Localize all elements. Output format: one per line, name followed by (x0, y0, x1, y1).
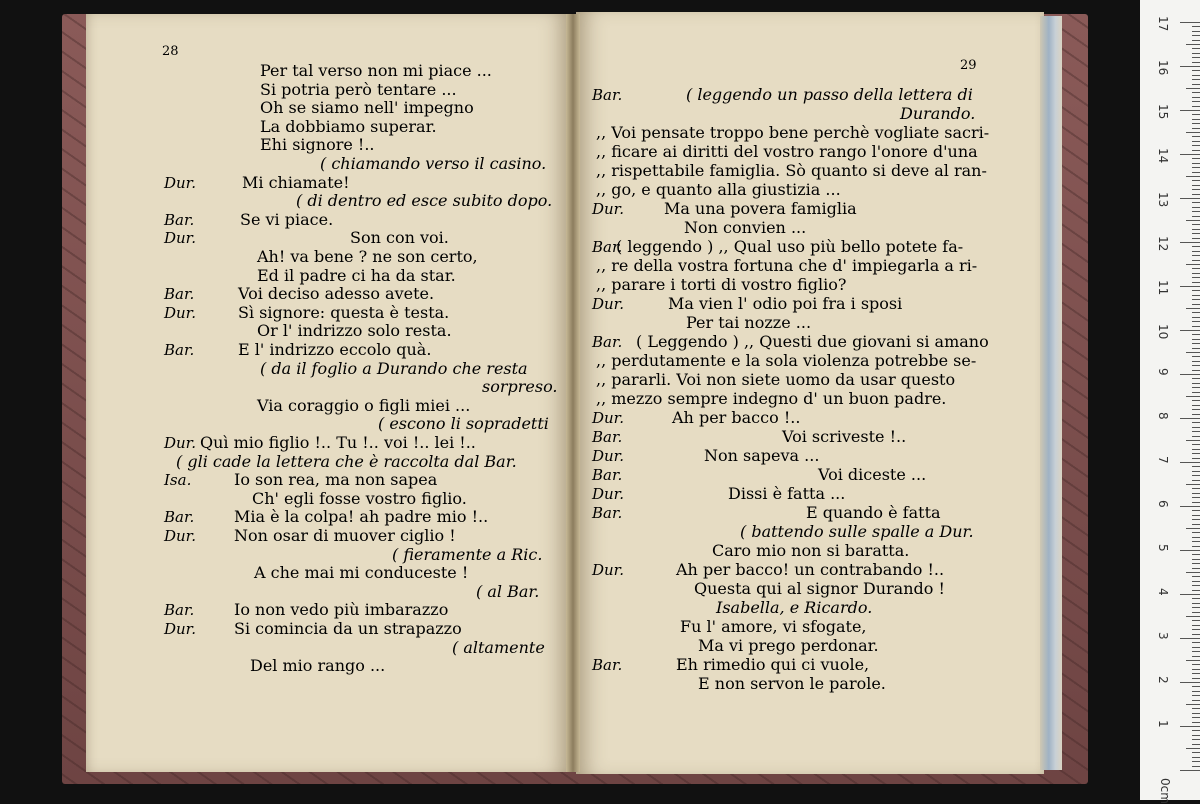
ruler-tick (1192, 554, 1200, 555)
ruler-tick (1192, 392, 1200, 393)
speaker-label: Bar. (164, 341, 195, 359)
ruler-tick (1192, 541, 1200, 542)
stage-direction: sorpreso. (482, 377, 558, 397)
ruler-label: 17 (1156, 16, 1170, 32)
ruler-label: 9 (1156, 368, 1170, 376)
ruler-tick (1192, 466, 1200, 467)
speaker-label: Bar. (592, 504, 623, 522)
text-line: Via coraggio o figli miei ... (257, 395, 471, 415)
text-line: Son con voi. (350, 228, 449, 248)
ruler-tick (1192, 471, 1200, 472)
ruler-tick (1180, 550, 1200, 551)
ruler-tick (1192, 238, 1200, 239)
ruler-label: 14 (1156, 148, 1170, 164)
speaker-label: Dur. (164, 434, 196, 452)
ruler-tick (1192, 260, 1200, 261)
ruler-tick (1186, 616, 1200, 617)
ruler-tick (1192, 497, 1200, 498)
ruler-tick (1192, 365, 1200, 366)
ruler-tick (1192, 273, 1200, 274)
speaker-label: Bar. (592, 238, 623, 256)
ruler-tick (1186, 572, 1200, 573)
ruler-tick (1192, 119, 1200, 120)
ruler-tick (1192, 79, 1200, 80)
ruler-tick (1192, 48, 1200, 49)
ruler-tick (1192, 211, 1200, 212)
ruler-tick (1192, 312, 1200, 313)
speaker-label: Dur. (164, 229, 196, 248)
ruler-tick (1192, 123, 1200, 124)
text-line: Si comincia da un strapazzo (234, 619, 462, 638)
ruler-tick (1192, 532, 1200, 533)
ruler-tick (1180, 242, 1200, 243)
ruler-tick (1192, 290, 1200, 291)
ruler-label: 13 (1156, 192, 1170, 208)
speaker-label: Dur. (592, 447, 624, 465)
ruler-tick (1192, 669, 1200, 670)
text-line: Del mio rango ... (250, 656, 386, 676)
ruler-tick (1192, 488, 1200, 489)
speaker-label: Isa. (164, 471, 192, 490)
ruler-tick (1192, 378, 1200, 379)
ruler-tick (1192, 761, 1200, 762)
text-line: ,, go, e quanto alla giustizia ... (596, 180, 841, 199)
text-line: Ma vien l' odio poi fra i sposi (668, 294, 903, 313)
ruler-tick (1192, 84, 1200, 85)
ruler-tick (1180, 506, 1200, 507)
ruler-tick (1186, 660, 1200, 661)
ruler-tick (1192, 233, 1200, 234)
ruler-tick (1192, 612, 1200, 613)
text-line: Io son rea, ma non sapea (234, 470, 438, 490)
ruler-tick (1192, 678, 1200, 679)
ruler-tick (1192, 502, 1200, 503)
ruler-tick (1192, 295, 1200, 296)
ruler-tick (1192, 695, 1200, 696)
text-line: Voi scriveste !.. (782, 427, 907, 446)
ruler-label: 11 (1156, 280, 1170, 296)
ruler-tick (1186, 44, 1200, 45)
ruler-tick (1192, 752, 1200, 753)
ruler-tick (1192, 598, 1200, 599)
ruler-tick (1192, 519, 1200, 520)
speaker-label: Bar. (592, 333, 623, 351)
ruler-tick (1192, 343, 1200, 344)
stage-direction: ( di dentro ed esce subito dopo. (296, 191, 553, 211)
ruler-tick (1192, 75, 1200, 76)
text-line: ,, ficare ai diritti del vostro rango l'onore d'una (596, 142, 978, 161)
ruler-tick (1180, 330, 1200, 331)
ruler-tick (1192, 62, 1200, 63)
speaker-label: Bar. (592, 86, 623, 104)
ruler-tick (1192, 189, 1200, 190)
ruler-tick (1192, 537, 1200, 538)
ruler-tick (1186, 484, 1200, 485)
text-line: Sì signore: questa è testa. (238, 302, 450, 322)
text-line: Ch' egli fosse vostro figlio. (252, 488, 467, 508)
ruler-label: 7 (1156, 456, 1170, 464)
ruler-tick (1186, 176, 1200, 177)
ruler-tick (1192, 136, 1200, 137)
ruler-tick (1192, 708, 1200, 709)
ruler-tick (1192, 744, 1200, 745)
text-line: Mia è la colpa! ah padre mio !.. (234, 507, 489, 527)
text-line: Ah! va bene ? ne son certo, (257, 247, 478, 266)
speaker-label: Bar. (164, 508, 195, 527)
ruler-tick (1192, 603, 1200, 604)
ruler-label: 1 (1156, 720, 1170, 728)
ruler-tick (1192, 493, 1200, 494)
ruler-tick (1192, 409, 1200, 410)
ruler-tick (1186, 308, 1200, 309)
ruler-tick (1180, 770, 1200, 771)
speaker-label: Dur. (164, 620, 196, 638)
text-line: Or l' indrizzo solo resta. (257, 321, 452, 341)
ruler-tick (1192, 647, 1200, 648)
text-line: Ah per bacco !.. (672, 408, 801, 427)
ruler-tick (1192, 590, 1200, 591)
ruler-tick (1186, 132, 1200, 133)
speaker-label: Bar. (592, 428, 623, 446)
ruler-tick (1192, 317, 1200, 318)
text-line: ,, mezzo sempre indegno d' un buon padre. (596, 389, 947, 408)
ruler-tick (1192, 356, 1200, 357)
ruler-tick (1192, 585, 1200, 586)
ruler-tick (1192, 563, 1200, 564)
ruler-tick (1180, 726, 1200, 727)
ruler-tick (1192, 642, 1200, 643)
ruler-tick (1186, 220, 1200, 221)
stage-direction: ( fieramente a Ric. (392, 544, 543, 564)
text-line: E quando è fatta (806, 503, 941, 522)
ruler-tick (1192, 185, 1200, 186)
ruler-tick (1192, 145, 1200, 146)
text-line: Ah per bacco! un contrabando !.. (676, 560, 945, 579)
ruler-tick (1192, 629, 1200, 630)
ruler-unit: 0cm (1158, 778, 1172, 804)
ruler-tick (1180, 66, 1200, 67)
ruler-tick (1192, 625, 1200, 626)
ruler-tick (1192, 686, 1200, 687)
ruler-tick (1192, 326, 1200, 327)
stage-direction: ( da il foglio a Durando che resta (260, 358, 528, 378)
ruler-tick (1192, 53, 1200, 54)
ruler-tick (1192, 757, 1200, 758)
ruler-tick (1192, 510, 1200, 511)
ruler-tick (1180, 462, 1200, 463)
ruler-tick (1192, 92, 1200, 93)
ruler-tick (1180, 682, 1200, 683)
book-gutter (566, 14, 580, 772)
ruler-tick (1192, 431, 1200, 432)
ruler-tick (1192, 334, 1200, 335)
ruler-tick (1192, 348, 1200, 349)
speaker-label: Bar. (164, 601, 195, 620)
ruler-tick (1192, 480, 1200, 481)
ruler-tick (1192, 717, 1200, 718)
ruler-tick (1192, 383, 1200, 384)
ruler-tick (1192, 414, 1200, 415)
ruler-tick (1192, 202, 1200, 203)
text-line: ( leggendo ) ,, Qual uso più bello potete fa- (616, 237, 964, 256)
speaker-label: Bar. (592, 466, 623, 484)
ruler-tick (1192, 427, 1200, 428)
ruler-tick (1192, 400, 1200, 401)
left-page-number: 28 (162, 44, 179, 59)
text-line: Quì mio figlio !.. Tu !.. voi !.. lei !.. (200, 433, 476, 452)
ruler-tick (1192, 101, 1200, 102)
ruler-label: 8 (1156, 412, 1170, 420)
ruler-tick (1192, 339, 1200, 340)
ruler-tick (1192, 722, 1200, 723)
ruler-tick (1192, 40, 1200, 41)
ruler-tick (1192, 216, 1200, 217)
ruler-label: 3 (1156, 632, 1170, 640)
ruler-tick (1192, 128, 1200, 129)
ruler-label: 10 (1156, 324, 1170, 340)
speaker-label: Dur. (592, 485, 624, 503)
ruler-tick (1192, 576, 1200, 577)
ruler-tick (1186, 440, 1200, 441)
ruler-tick (1192, 255, 1200, 256)
ruler-label: 16 (1156, 60, 1170, 76)
text-line: Non convien ... (684, 218, 807, 237)
text-line: Voi deciso adesso avete. (238, 284, 435, 304)
measurement-ruler (1140, 0, 1200, 804)
ruler-tick (1186, 396, 1200, 397)
ruler-tick (1192, 546, 1200, 547)
text-line: Se vi piace. (240, 209, 334, 229)
ruler-tick (1186, 528, 1200, 529)
ruler-tick (1180, 286, 1200, 287)
ruler-tick (1192, 739, 1200, 740)
text-line: ( Leggendo ) ,, Questi due giovani si amano (636, 332, 989, 351)
ruler-tick (1192, 700, 1200, 701)
text-line: Fu l' amore, vi sfogate, (680, 617, 867, 636)
ruler-tick (1192, 167, 1200, 168)
ruler-tick (1192, 651, 1200, 652)
ruler-tick (1192, 735, 1200, 736)
stage-direction: ( battendo sulle spalle a Dur. (740, 522, 974, 541)
stage-direction: Isabella, e Ricardo. (716, 598, 873, 617)
ruler-tick (1192, 568, 1200, 569)
ruler-tick (1192, 180, 1200, 181)
text-line: Ed il padre ci ha da star. (257, 265, 456, 285)
ruler-tick (1192, 387, 1200, 388)
speaker-label: Dur. (164, 173, 196, 192)
ruler-tick (1192, 370, 1200, 371)
ruler-tick (1192, 766, 1200, 767)
text-line: E l' indrizzo eccolo quà. (238, 340, 432, 359)
stage-direction: ( leggendo un passo della lettera di (686, 85, 973, 104)
speaker-label: Dur. (592, 561, 624, 579)
ruler-label: 2 (1156, 676, 1170, 684)
ruler-tick (1192, 607, 1200, 608)
ruler-tick (1192, 172, 1200, 173)
ruler-tick (1192, 444, 1200, 445)
speaker-label: Dur. (164, 527, 196, 545)
ruler-tick (1192, 251, 1200, 252)
text-line: Dissi è fatta ... (728, 484, 846, 503)
ruler-label: 15 (1156, 104, 1170, 120)
text-line: A che mai mi conduceste ! (254, 563, 469, 583)
text-line: Mi chiamate! (242, 172, 350, 192)
stage-direction: ( al Bar. (476, 581, 540, 601)
ruler-tick (1192, 422, 1200, 423)
ruler-tick (1192, 35, 1200, 36)
ruler-tick (1186, 88, 1200, 89)
ruler-tick (1180, 374, 1200, 375)
text-line: Oh se siamo nell' impegno (260, 98, 474, 118)
text-line: Caro mio non si baratta. (712, 541, 910, 560)
right-page-number: 29 (960, 58, 977, 73)
ruler-tick (1192, 559, 1200, 560)
ruler-tick (1192, 106, 1200, 107)
speaker-label: Dur. (164, 303, 196, 322)
ruler-tick (1192, 620, 1200, 621)
ruler-tick (1192, 656, 1200, 657)
ruler-tick (1180, 638, 1200, 639)
ruler-tick (1192, 475, 1200, 476)
ruler-tick (1192, 458, 1200, 459)
text-line: ,, Voi pensate troppo bene perchè vogliate sacri- (596, 123, 990, 142)
ruler-tick (1192, 361, 1200, 362)
ruler-tick (1192, 277, 1200, 278)
ruler-tick (1192, 304, 1200, 305)
ruler-tick (1180, 594, 1200, 595)
ruler-tick (1192, 158, 1200, 159)
text-line: Questa qui al signor Durando ! (694, 579, 945, 598)
text-line: Si potria però tentare ... (260, 79, 457, 99)
ruler-tick (1192, 194, 1200, 195)
ruler-tick (1192, 224, 1200, 225)
ruler-tick (1192, 436, 1200, 437)
ruler-tick (1192, 405, 1200, 406)
ruler-tick (1192, 163, 1200, 164)
stage-direction: ( chiamando verso il casino. (320, 154, 547, 173)
ruler-tick (1180, 110, 1200, 111)
speaker-label: Dur. (592, 200, 624, 218)
ruler-tick (1192, 141, 1200, 142)
speaker-label: Bar. (164, 210, 195, 229)
ruler-tick (1180, 154, 1200, 155)
text-line: ,, pararli. Voi non siete uomo da usar questo (596, 370, 956, 389)
ruler-tick (1192, 31, 1200, 32)
speaker-label: Dur. (592, 295, 624, 313)
ruler-tick (1180, 198, 1200, 199)
ruler-tick (1186, 352, 1200, 353)
ruler-tick (1192, 207, 1200, 208)
text-line: Ehi signore !.. (260, 135, 375, 155)
text-line: ,, perdutamente e la sola violenza potrebbe se- (596, 351, 977, 370)
ruler-tick (1192, 449, 1200, 450)
ruler-tick (1192, 246, 1200, 247)
text-line: Per tal verso non mi piace ... (260, 61, 492, 80)
stage-direction: ( altamente (452, 637, 545, 657)
ruler-tick (1192, 581, 1200, 582)
ruler-tick (1192, 26, 1200, 27)
ruler-tick (1192, 321, 1200, 322)
ruler-tick (1192, 691, 1200, 692)
ruler-tick (1192, 730, 1200, 731)
text-line: Ma una povera famiglia (664, 199, 857, 218)
ruler-tick (1192, 524, 1200, 525)
text-line: Ma vi prego perdonar. (698, 636, 879, 655)
ruler-tick (1192, 150, 1200, 151)
ruler-label: 4 (1156, 588, 1170, 596)
text-line: E non servon le parole. (698, 674, 886, 693)
text-line: ,, parare i torti di vostro figlio? (596, 275, 847, 294)
ruler-tick (1192, 57, 1200, 58)
ruler-tick (1192, 634, 1200, 635)
text-line: ,, re della vostra fortuna che d' impiegarla a ri- (596, 256, 978, 275)
ruler-tick (1192, 114, 1200, 115)
ruler-label: 5 (1156, 544, 1170, 552)
page-edges (1040, 16, 1062, 770)
ruler-tick (1192, 299, 1200, 300)
stage-direction: ( escono li sopradetti (378, 414, 549, 434)
text-line: Voi diceste ... (818, 465, 927, 484)
text-line: Io non vedo più imbarazzo (234, 600, 449, 620)
ruler-tick (1192, 70, 1200, 71)
ruler-tick (1192, 673, 1200, 674)
ruler-tick (1192, 453, 1200, 454)
speaker-label: Dur. (592, 409, 624, 427)
ruler-tick (1192, 664, 1200, 665)
ruler-tick (1192, 229, 1200, 230)
ruler-tick (1192, 282, 1200, 283)
ruler-tick (1192, 268, 1200, 269)
ruler-tick (1192, 97, 1200, 98)
speaker-label: Bar. (164, 285, 195, 304)
speaker-label: Bar. (592, 656, 623, 674)
text-line: Non sapeva ... (704, 446, 820, 465)
text-line: ,, rispettabile famiglia. Sò quanto si deve al ran- (596, 161, 987, 180)
ruler-tick (1180, 418, 1200, 419)
text-line: Per tai nozze ... (686, 313, 812, 332)
ruler-tick (1192, 515, 1200, 516)
text-line: Eh rimedio qui ci vuole, (676, 655, 870, 674)
ruler-tick (1192, 713, 1200, 714)
stage-direction: ( gli cade la lettera che è raccolta dal Bar. (176, 451, 517, 471)
ruler-tick (1186, 264, 1200, 265)
text-line: La dobbiamo superar. (260, 116, 437, 136)
text-line: Non osar di muover ciglio ! (234, 526, 456, 545)
ruler-tick (1180, 22, 1200, 23)
ruler-tick (1186, 704, 1200, 705)
ruler-label: 12 (1156, 236, 1170, 252)
ruler-label: 6 (1156, 500, 1170, 508)
stage-direction: Durando. (900, 104, 976, 123)
ruler-tick (1186, 748, 1200, 749)
